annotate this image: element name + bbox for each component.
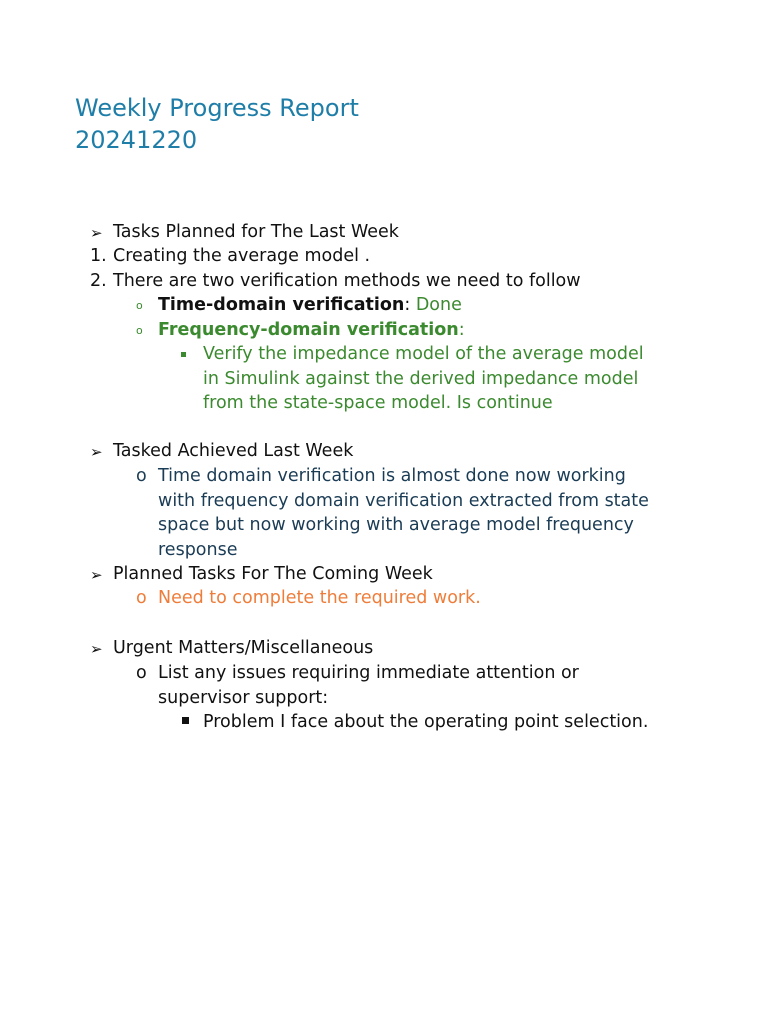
section-heading-planned-last: Tasks Planned for The Last Week xyxy=(113,222,399,242)
square-bullet-icon xyxy=(182,717,189,724)
detail-line: Verify the impedance model of the average model xyxy=(203,344,644,364)
arrow-bullet-icon: ➢ xyxy=(90,224,103,242)
arrow-bullet-icon: ➢ xyxy=(90,566,103,584)
list-number: 2. xyxy=(90,271,107,291)
detail-line: from the state-space model. Is continue xyxy=(203,393,553,413)
detail-line: in Simulink against the derived impedance model xyxy=(203,369,639,389)
list-item-verification-methods: There are two verification methods we need to follow xyxy=(113,271,581,291)
achieved-line: space but now working with average model frequency xyxy=(158,515,634,535)
urgent-line: supervisor support: xyxy=(158,688,329,708)
list-number: 1. xyxy=(90,246,107,266)
time-domain-status: Done xyxy=(410,295,462,315)
achieved-line: response xyxy=(158,540,238,560)
list-item-average-model: Creating the average model . xyxy=(113,246,371,266)
section-heading-coming: Planned Tasks For The Coming Week xyxy=(113,564,433,584)
o-bullet-icon: o xyxy=(136,663,147,683)
frequency-domain-item xyxy=(158,318,465,343)
o-bullet-icon: o xyxy=(136,466,147,486)
report-title xyxy=(75,92,359,156)
o-bullet-icon: o xyxy=(136,299,143,312)
time-domain-item xyxy=(158,293,462,318)
achieved-line: Time domain verification is almost done now working xyxy=(158,466,626,486)
time-domain-label: Time-domain verification xyxy=(158,295,405,315)
colon: : xyxy=(404,295,411,315)
achieved-line: with frequency domain verification extracted from state xyxy=(158,491,649,511)
arrow-bullet-icon: ➢ xyxy=(90,443,103,461)
coming-item: Need to complete the required work. xyxy=(158,588,481,608)
section-heading-achieved: Tasked Achieved Last Week xyxy=(113,441,354,461)
green-square-bullet-icon xyxy=(181,352,186,357)
section-heading-urgent: Urgent Matters/Miscellaneous xyxy=(113,638,374,658)
arrow-bullet-icon: ➢ xyxy=(90,640,103,658)
urgent-line: List any issues requiring immediate attention or xyxy=(158,663,579,683)
colon: : xyxy=(458,320,465,340)
urgent-sub-item: Problem I face about the operating point selection. xyxy=(203,712,649,732)
o-bullet-icon: o xyxy=(136,588,147,608)
report-date: 20241220 xyxy=(75,126,198,154)
report-title-line: Weekly Progress Report xyxy=(75,94,359,122)
o-bullet-icon: o xyxy=(136,324,143,337)
frequency-domain-label: Frequency-domain verification xyxy=(158,320,459,340)
